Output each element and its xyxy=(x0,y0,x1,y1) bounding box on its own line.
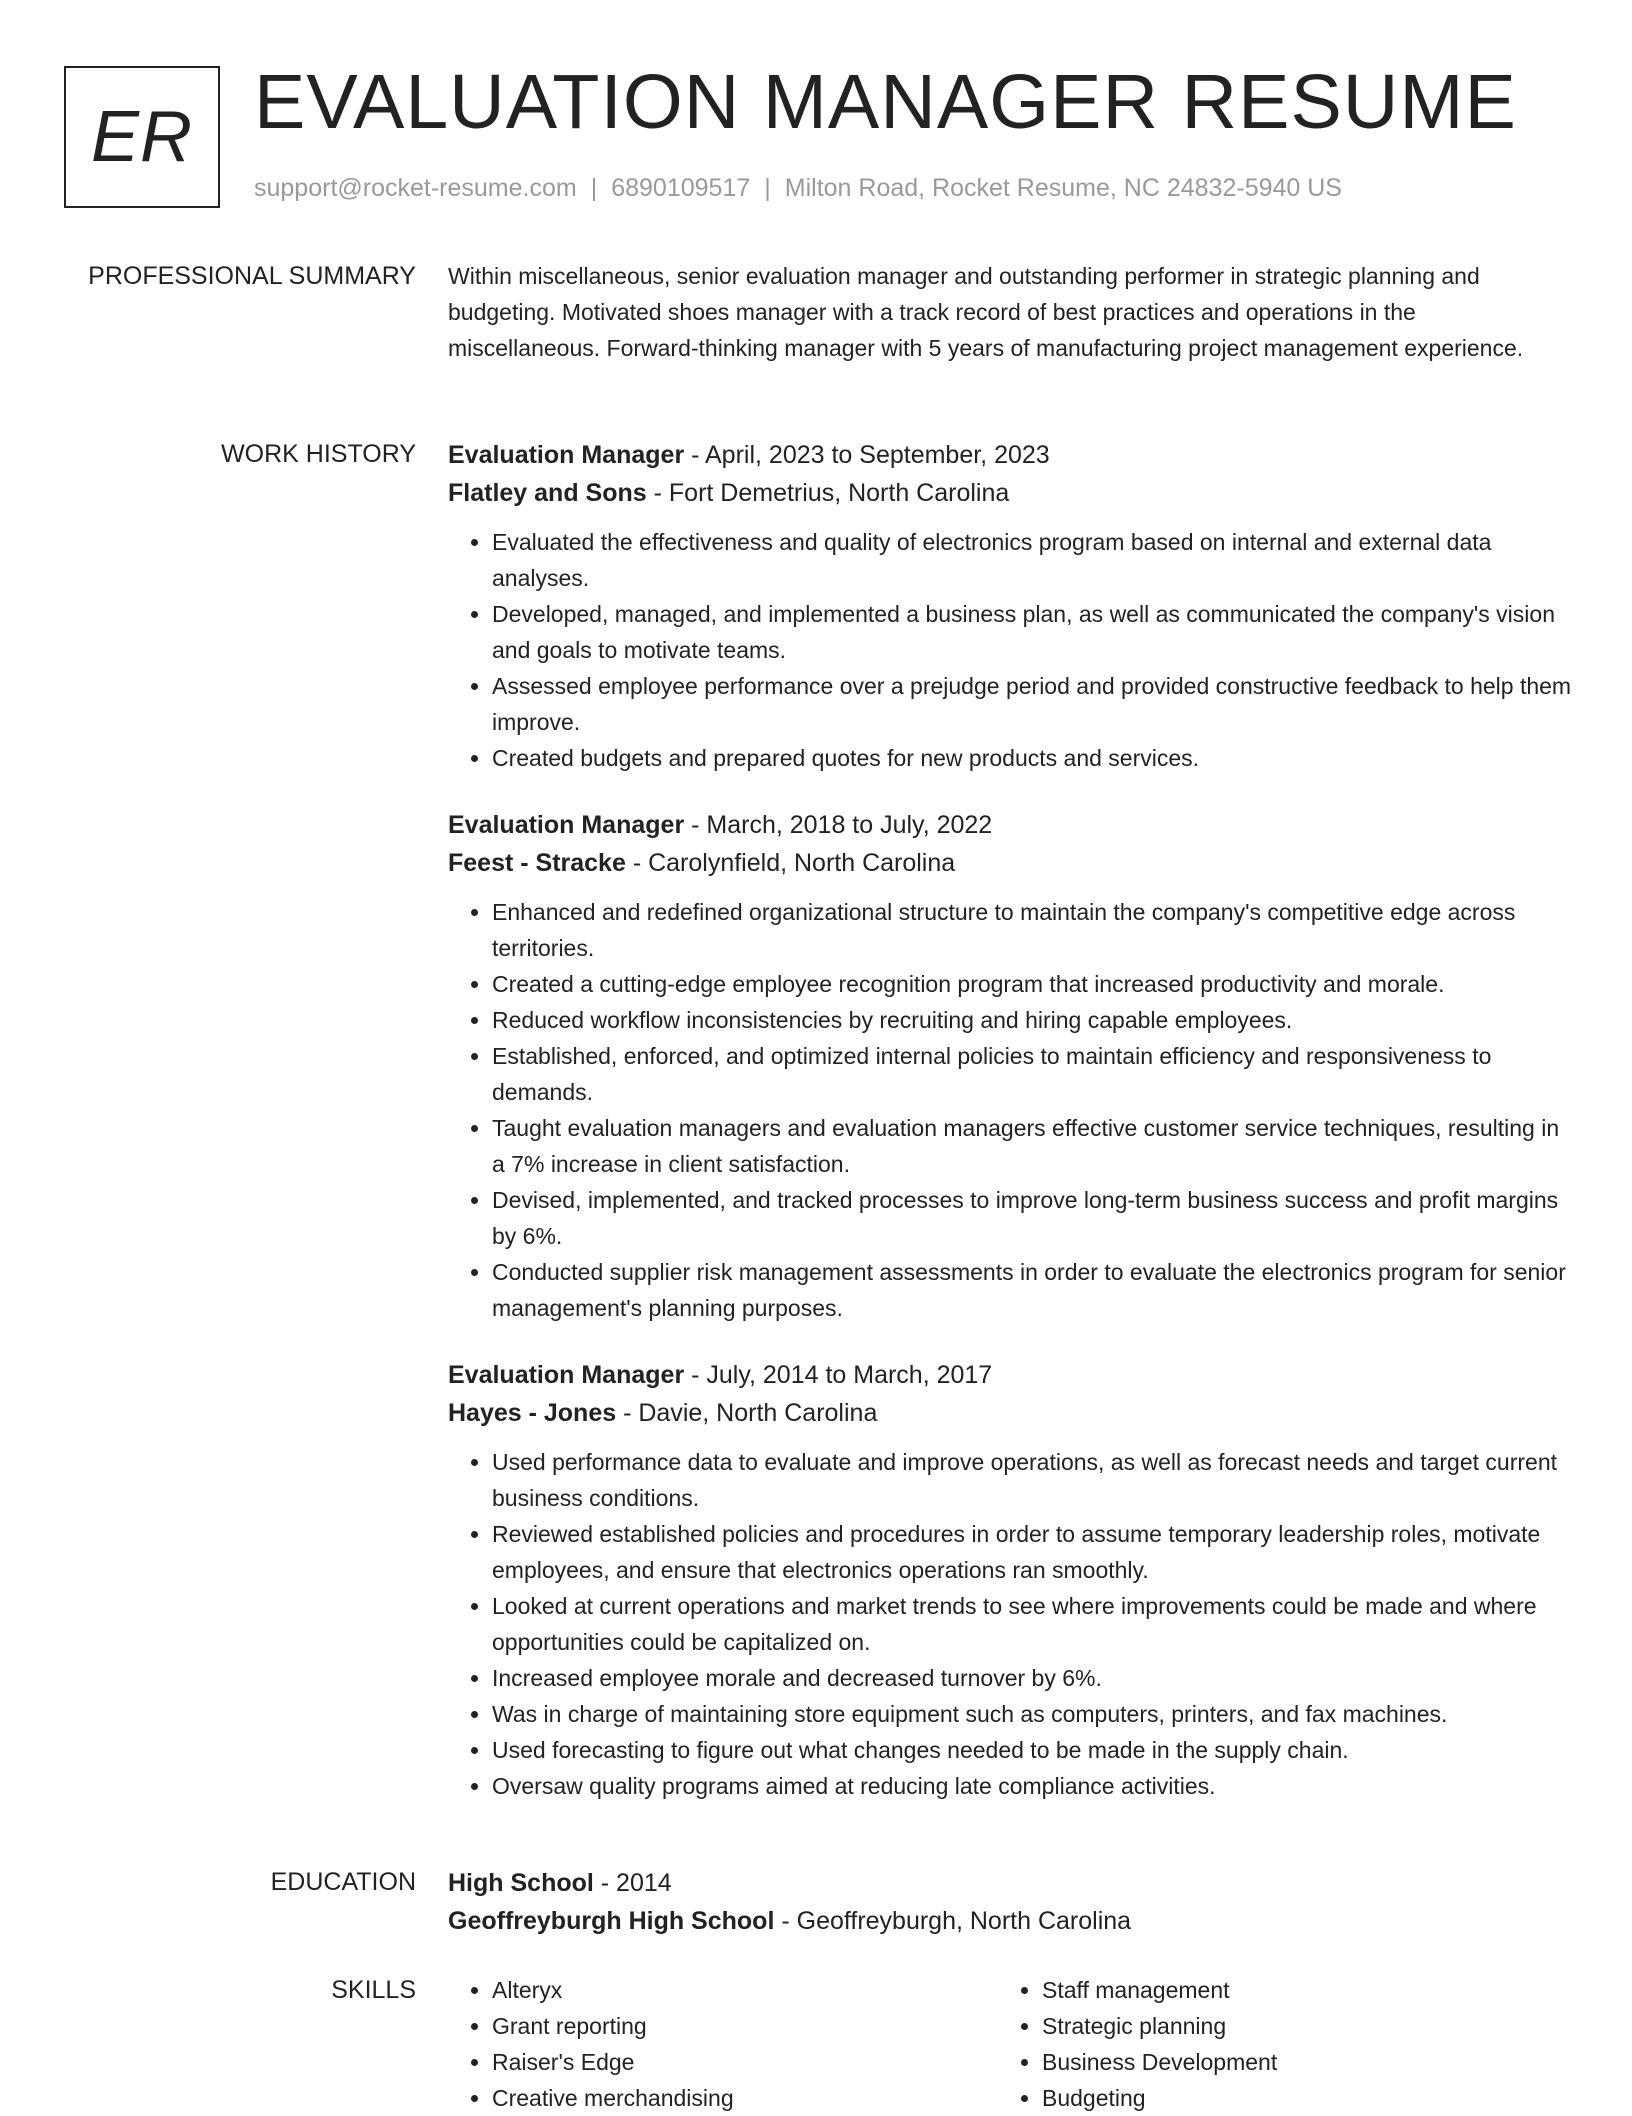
job-bullet: • Oversaw quality programs aimed at reducing late compliance activities. xyxy=(492,1768,1572,1804)
job-bullet: • Developed, managed, and implemented a business plan, as well as communicated the company's vision and goals to motivate teams. xyxy=(492,596,1572,668)
job-bullet: • Created a cutting-edge employee recognition program that increased productivity and morale. xyxy=(492,966,1572,1002)
skill-item: • Alteryx xyxy=(492,1972,998,2008)
job-entry xyxy=(448,436,1572,776)
contact-line xyxy=(254,174,1342,203)
skills-column-left xyxy=(448,1972,998,2116)
job-dates: - July, 2014 to March, 2017 xyxy=(684,1361,993,1389)
job-bullet: • Used performance data to evaluate and improve operations, as well as forecast needs and target current business conditions. xyxy=(492,1444,1572,1516)
contact-phone: 6890109517 xyxy=(611,174,751,202)
job-dates: - March, 2018 to July, 2022 xyxy=(684,811,993,839)
skill-item: • Business Development xyxy=(1042,2044,1548,2080)
skill-item: • Staff management xyxy=(1042,1972,1548,2008)
job-bullet: • Reviewed established policies and procedures in order to assume temporary leadership roles, motivate employees, and ensure that electronics operations ran smoothly. xyxy=(492,1516,1572,1588)
skill-item: • Budgeting xyxy=(1042,2080,1548,2116)
education-degree-line xyxy=(448,1864,1572,1902)
job-bullet: • Enhanced and redefined organizational structure to maintain the company's competitive edge across territories. xyxy=(492,894,1572,966)
job-bullet: • Increased employee morale and decreased turnover by 6%. xyxy=(492,1660,1572,1696)
job-bullet: • Created budgets and prepared quotes for new products and services. xyxy=(492,740,1572,776)
job-bullet: • Assessed employee performance over a prejudge period and provided constructive feedback to help them improve. xyxy=(492,668,1572,740)
job-bullet: • Evaluated the effectiveness and quality of electronics program based on internal and external data analyses. xyxy=(492,524,1572,596)
job-title-line xyxy=(448,436,1572,474)
job-bullets xyxy=(448,524,1572,776)
job-bullet: • Was in charge of maintaining store equipment such as computers, printers, and fax machines. xyxy=(492,1696,1572,1732)
job-title-line xyxy=(448,806,1572,844)
section-title-education: EDUCATION xyxy=(270,1868,416,1896)
skill-item: • Creative merchandising xyxy=(492,2080,998,2116)
job-company-line xyxy=(448,474,1572,512)
skill-item: • Strategic planning xyxy=(1042,2008,1548,2044)
education-year: - 2014 xyxy=(593,1869,672,1897)
job-company-line xyxy=(448,844,1572,882)
job-company: Hayes - Jones xyxy=(448,1399,617,1427)
job-company: Feest - Stracke xyxy=(448,849,626,877)
section-title-work-history: WORK HISTORY xyxy=(221,440,416,468)
job-role: Evaluation Manager xyxy=(448,441,685,469)
education-school-line xyxy=(448,1902,1572,1940)
job-bullet: • Devised, implemented, and tracked processes to improve long-term business success and profit margins by 6%. xyxy=(492,1182,1572,1254)
job-role: Evaluation Manager xyxy=(448,811,685,839)
education-location: - Geoffreyburgh, North Carolina xyxy=(774,1907,1132,1935)
job-role: Evaluation Manager xyxy=(448,1361,685,1389)
section-title-summary: PROFESSIONAL SUMMARY xyxy=(88,262,416,290)
job-company: Flatley and Sons xyxy=(448,479,647,507)
job-company-line xyxy=(448,1394,1572,1432)
contact-address: Milton Road, Rocket Resume, NC 24832-5940 US xyxy=(784,174,1342,202)
job-entry xyxy=(448,806,1572,1326)
job-bullet: • Conducted supplier risk management assessments in order to evaluate the electronics program for senior management's planning purposes. xyxy=(492,1254,1572,1326)
resume-title: EVALUATION MANAGER RESUME xyxy=(254,59,1517,145)
job-title-line xyxy=(448,1356,1572,1394)
job-location: - Davie, North Carolina xyxy=(616,1399,878,1427)
education-school: Geoffreyburgh High School xyxy=(448,1907,775,1935)
skill-item: • Grant reporting xyxy=(492,2008,998,2044)
job-bullet: • Taught evaluation managers and evaluation managers effective customer service techniques, resulting in a 7% increase in client satisfaction. xyxy=(492,1110,1572,1182)
education-degree: High School xyxy=(448,1869,594,1897)
job-bullets xyxy=(448,1444,1572,1804)
section-title-skills: SKILLS xyxy=(331,1976,416,2004)
job-dates: - April, 2023 to September, 2023 xyxy=(684,441,1050,469)
job-entry xyxy=(448,1356,1572,1804)
contact-separator: | xyxy=(764,174,771,202)
contact-email: support@rocket-resume.com xyxy=(254,174,577,202)
job-location: - Carolynfield, North Carolina xyxy=(625,849,956,877)
monogram: ER xyxy=(64,66,220,208)
job-bullet: • Established, enforced, and optimized internal policies to maintain efficiency and responsiveness to demands. xyxy=(492,1038,1572,1110)
skills-column-right xyxy=(998,1972,1548,2116)
skill-item: • Raiser's Edge xyxy=(492,2044,998,2080)
job-bullet: • Looked at current operations and market trends to see where improvements could be made and where opportunities could be capitalized on. xyxy=(492,1588,1572,1660)
job-location: - Fort Demetrius, North Carolina xyxy=(646,479,1010,507)
contact-separator: | xyxy=(590,174,598,202)
summary-text: Within miscellaneous, senior evaluation manager and outstanding performer in strategic planning and budgeting. Motivated shoes manager with a track record of best practices and operations in the miscellaneous. Forward-thinking manager with 5 years of manufacturing project management experience. xyxy=(448,263,1524,361)
job-bullet: • Used forecasting to figure out what changes needed to be made in the supply chain. xyxy=(492,1732,1572,1768)
job-bullet: • Reduced workflow inconsistencies by recruiting and hiring capable employees. xyxy=(492,1002,1572,1038)
skills-grid xyxy=(448,1972,1572,2116)
job-bullets xyxy=(448,894,1572,1326)
